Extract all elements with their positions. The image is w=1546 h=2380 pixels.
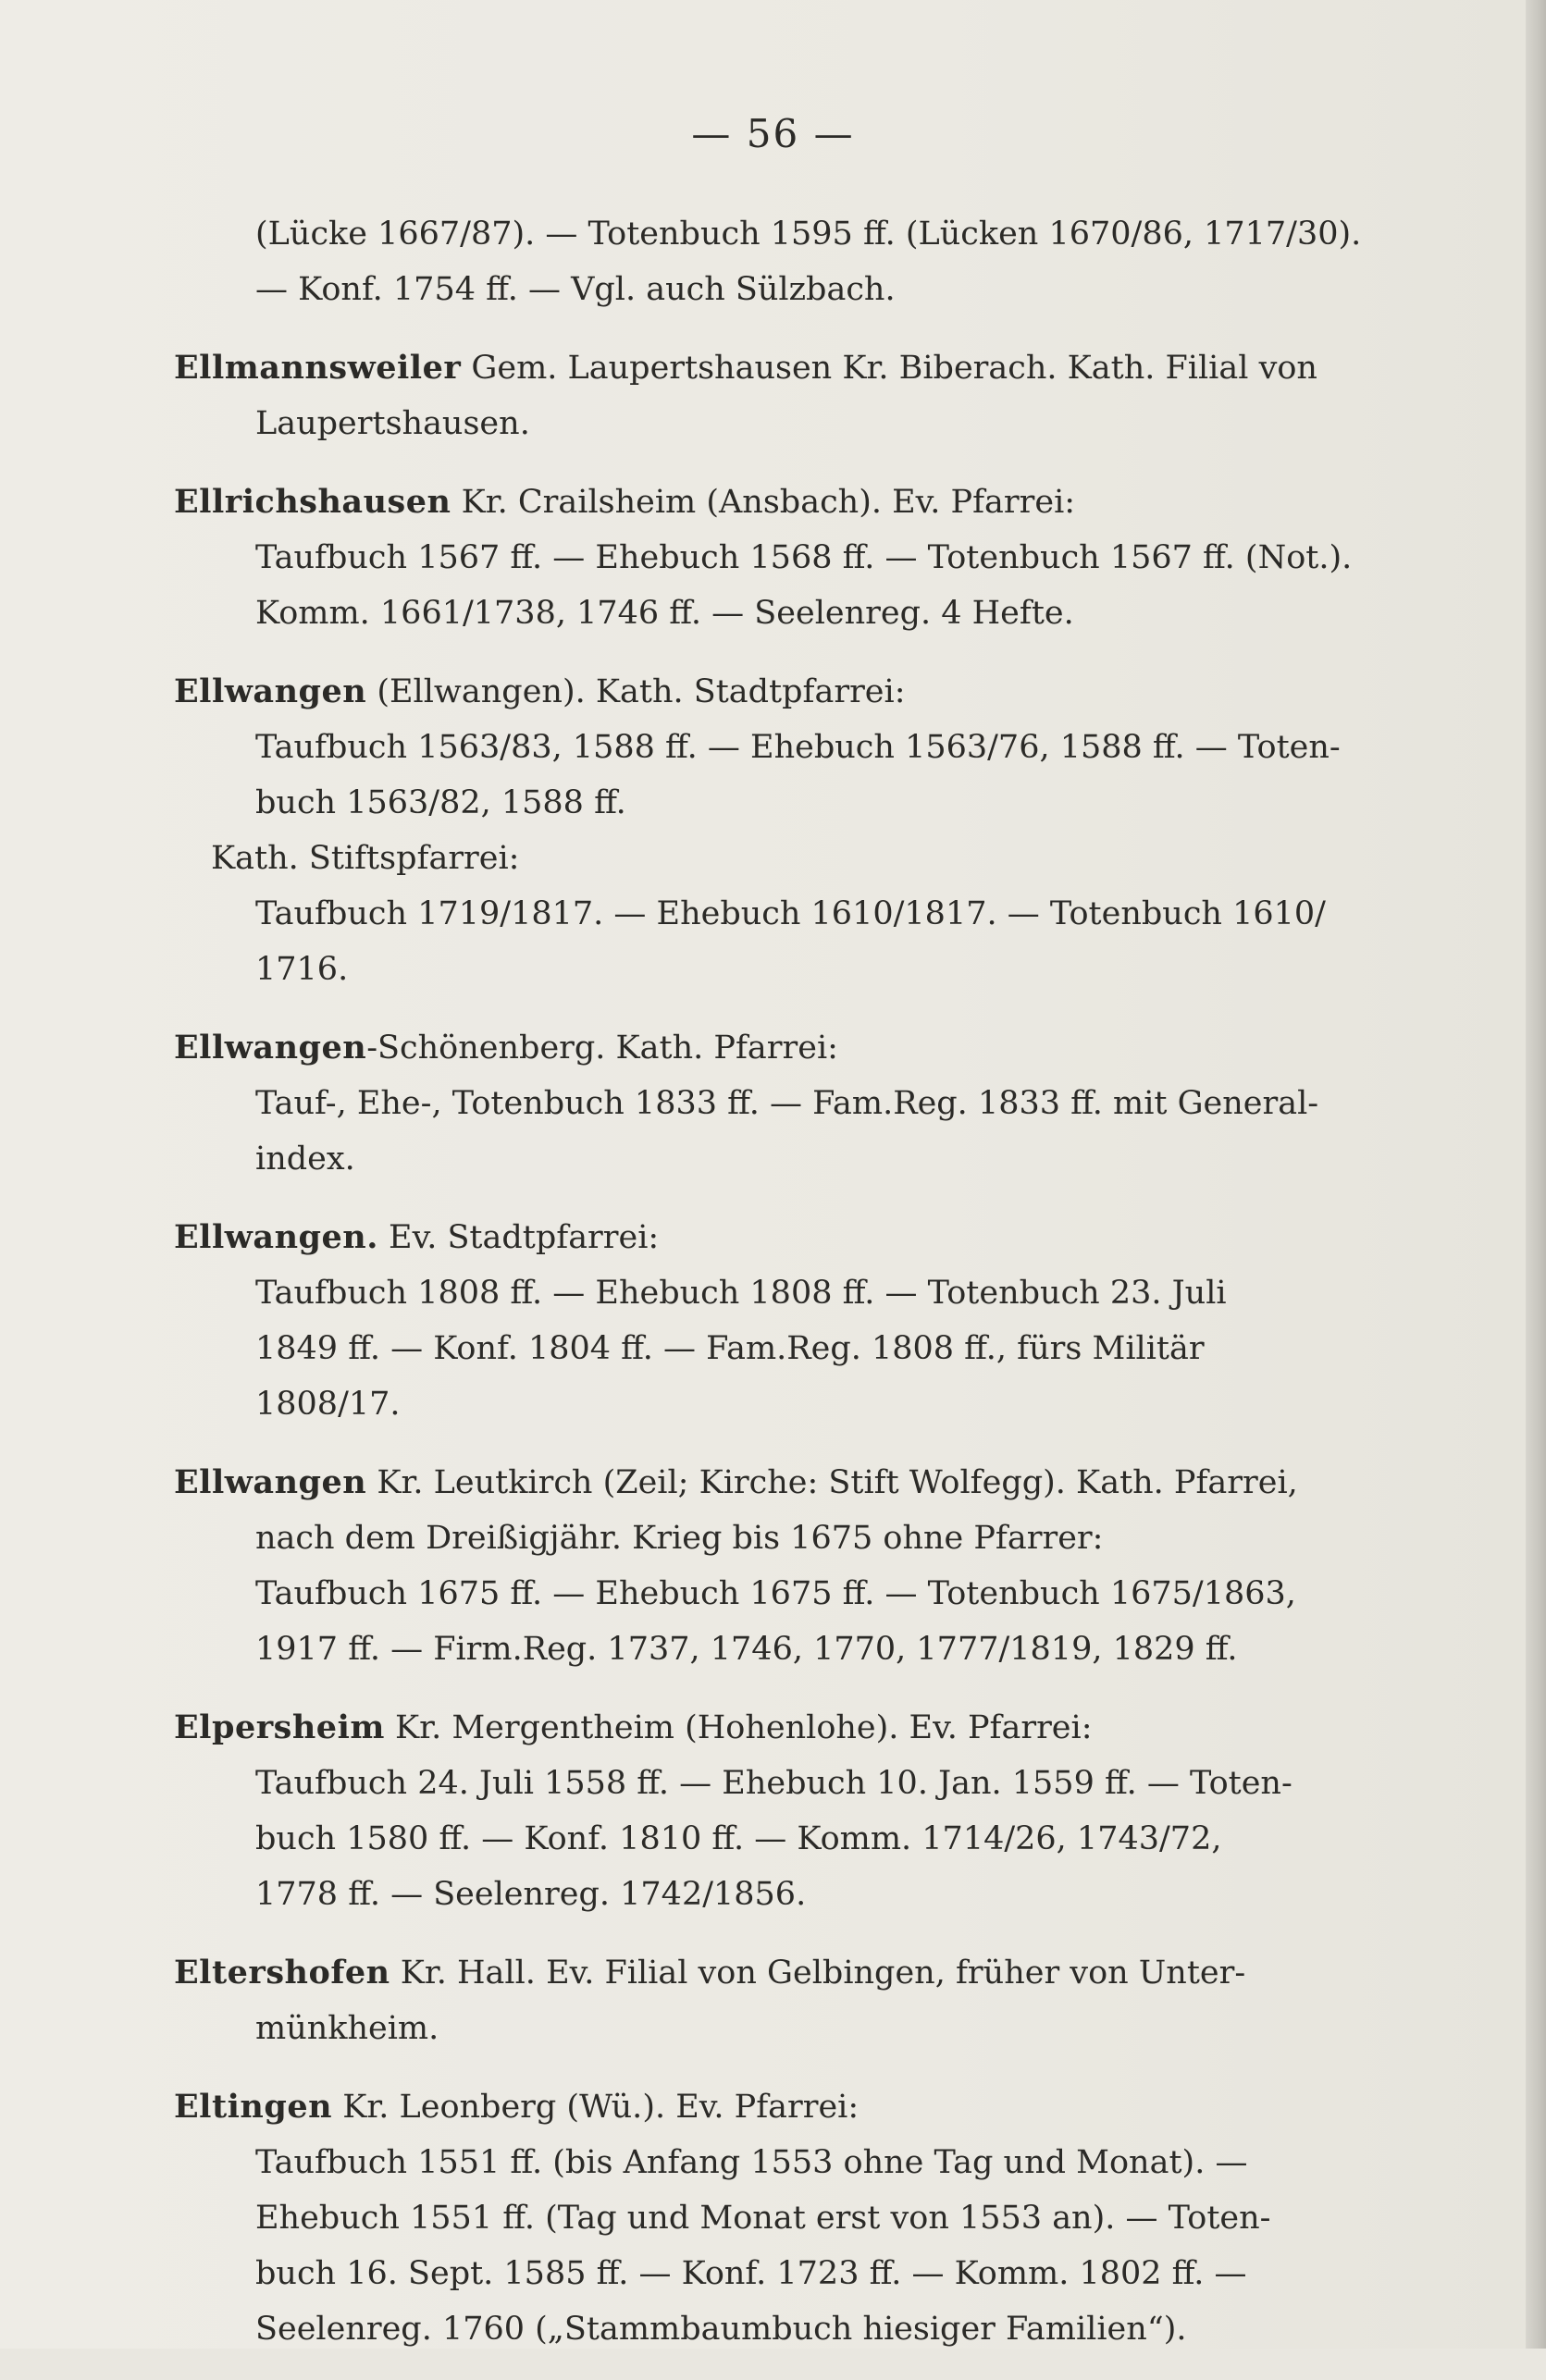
entry-line: [174, 586, 1381, 641]
entry-text: Kr. Hall. Ev. Filial von Gelbingen, früher von Unter-: [390, 1955, 1246, 1992]
entry-line: [174, 942, 1381, 997]
entry-line: [174, 340, 1381, 396]
entry-text: buch 16. Sept. 1585 ff. — Konf. 1723 ff. — Komm. 1802 ff. —: [255, 2255, 1247, 2292]
entry-line: [174, 1321, 1381, 1376]
entry-text: Kr. Leutkirch (Zeil; Kirche: Stift Wolfegg). Kath. Pfarrei,: [366, 1464, 1298, 1501]
register-entry: [174, 1455, 1381, 1677]
entry-text: Tauf-, Ehe-, Totenbuch 1833 ff. — Fam.Reg. 1833 ff. mit General-: [255, 1085, 1319, 1122]
entry-line: [174, 1076, 1381, 1131]
entry-headword: Ellwangen: [174, 672, 367, 710]
register-entry: [174, 2079, 1381, 2357]
entry-text: Ehebuch 1551 ff. (Tag und Monat erst von 1553 an). — Toten-: [255, 2200, 1271, 2237]
entry-headword: Elpersheim: [174, 1708, 385, 1746]
entry-line: [174, 1566, 1381, 1622]
entry-line: [174, 475, 1381, 530]
entry-line: [174, 1020, 1381, 1076]
entry-text: 1716.: [255, 951, 349, 988]
entry-line: [174, 831, 1381, 886]
register-entry: [174, 664, 1381, 997]
entry-headword: Eltershofen: [174, 1954, 390, 1992]
entry-text: Taufbuch 1567 ff. — Ehebuch 1568 ff. — Totenbuch 1567 ff. (Not.).: [255, 539, 1353, 576]
entry-text: münkheim.: [255, 2010, 439, 2047]
entry-line: [174, 1455, 1381, 1511]
entry-text: (Lücke 1667/87). — Totenbuch 1595 ff. (Lücken 1670/86, 1717/30).: [255, 216, 1362, 253]
entry-line: [174, 2001, 1381, 2056]
entry-line: [174, 1210, 1381, 1265]
entry-line: [174, 2190, 1381, 2246]
entry-line: [174, 886, 1381, 942]
entry-line: [174, 2246, 1381, 2301]
entry-text: Ev. Stadtpfarrei:: [377, 1219, 660, 1256]
register-entry: [174, 340, 1381, 451]
entry-headword: Ellrichshausen: [174, 483, 451, 521]
entry-line: [174, 262, 1381, 317]
entry-line: [174, 2079, 1381, 2135]
register-entries: [174, 206, 1381, 2380]
entry-text: buch 1563/82, 1588 ff.: [255, 784, 626, 821]
entry-text: 1917 ff. — Firm.Reg. 1737, 1746, 1770, 1777/1819, 1829 ff.: [255, 1631, 1238, 1668]
entry-text: Komm. 1661/1738, 1746 ff. — Seelenreg. 4 Hefte.: [255, 595, 1074, 632]
entry-text: Taufbuch 1808 ff. — Ehebuch 1808 ff. — Totenbuch 23. Juli: [255, 1275, 1227, 1312]
entry-text: Gem. Laupertshausen Kr. Biberach. Kath. Filial von: [461, 350, 1317, 387]
entry-text: 1778 ff. — Seelenreg. 1742/1856.: [255, 1876, 807, 1913]
page-number: — 56 —: [691, 111, 855, 156]
entry-line: [174, 2135, 1381, 2190]
entry-text: Laupertshausen.: [255, 405, 530, 442]
entry-text: Seelenreg. 1760 („Stammbaumbuch hiesiger Familien“).: [255, 2311, 1187, 2348]
entry-text: (Ellwangen). Kath. Stadtpfarrei:: [366, 673, 906, 710]
entry-line: [174, 1756, 1381, 1811]
entry-text: 1849 ff. — Konf. 1804 ff. — Fam.Reg. 1808 ff., fürs Militär: [255, 1330, 1205, 1367]
entry-text: — Konf. 1754 ff. — Vgl. auch Sülzbach.: [255, 271, 896, 308]
entry-text: Taufbuch 24. Juli 1558 ff. — Ehebuch 10. Jan. 1559 ff. — Toten-: [255, 1765, 1292, 1802]
entry-text: Kath. Stiftspfarrei:: [211, 840, 520, 877]
entry-line: [174, 1945, 1381, 2001]
entry-headword: Ellwangen: [174, 1463, 367, 1501]
register-entry: [174, 1700, 1381, 1922]
entry-line: [174, 1622, 1381, 1677]
entry-text: Kr. Leonberg (Wü.). Ev. Pfarrei:: [332, 2089, 860, 2126]
entry-line: [174, 1376, 1381, 1432]
entry-headword: Ellwangen: [174, 1029, 367, 1067]
entry-line: [174, 1511, 1381, 1566]
entry-text: -Schönenberg. Kath. Pfarrei:: [366, 1030, 838, 1067]
entry-line: [174, 1265, 1381, 1321]
entry-headword: Eltingen: [174, 2088, 333, 2126]
entry-text: buch 1580 ff. — Konf. 1810 ff. — Komm. 1714/26, 1743/72,: [255, 1820, 1222, 1857]
register-entry: [174, 206, 1381, 317]
entry-text: Kr. Crailsheim (Ansbach). Ev. Pfarrei:: [451, 484, 1076, 521]
entry-line: [174, 530, 1381, 586]
entry-line: [174, 720, 1381, 775]
entry-text: Taufbuch 1719/1817. — Ehebuch 1610/1817. — Totenbuch 1610/: [255, 895, 1326, 932]
entry-line: [174, 1867, 1381, 1922]
entry-line: [174, 206, 1381, 262]
entry-line: [174, 2301, 1381, 2357]
entry-line: [174, 1700, 1381, 1756]
entry-text: nach dem Dreißigjähr. Krieg bis 1675 ohne Pfarrer:: [255, 1520, 1104, 1557]
entry-text: index.: [255, 1141, 355, 1178]
entry-text: 1808/17.: [255, 1386, 401, 1423]
entry-line: [174, 775, 1381, 831]
entry-headword: Ellwangen.: [174, 1218, 378, 1256]
entry-text: Taufbuch 1675 ff. — Ehebuch 1675 ff. — Totenbuch 1675/1863,: [255, 1575, 1296, 1612]
register-entry: [174, 1945, 1381, 2056]
entry-line: [174, 1131, 1381, 1187]
page-edge: [1526, 0, 1546, 2349]
register-entry: [174, 475, 1381, 641]
register-entry: [174, 1210, 1381, 1432]
entry-line: [174, 1811, 1381, 1867]
entry-line: [174, 664, 1381, 720]
register-entry: [174, 1020, 1381, 1187]
entry-headword: Ellmannsweiler: [174, 349, 462, 387]
entry-line: [174, 396, 1381, 451]
entry-text: Taufbuch 1551 ff. (bis Anfang 1553 ohne Tag und Monat). —: [255, 2144, 1248, 2181]
entry-text: Kr. Mergentheim (Hohenlohe). Ev. Pfarrei:: [384, 1709, 1093, 1746]
entry-text: Taufbuch 1563/83, 1588 ff. — Ehebuch 1563/76, 1588 ff. — Toten-: [255, 729, 1341, 766]
